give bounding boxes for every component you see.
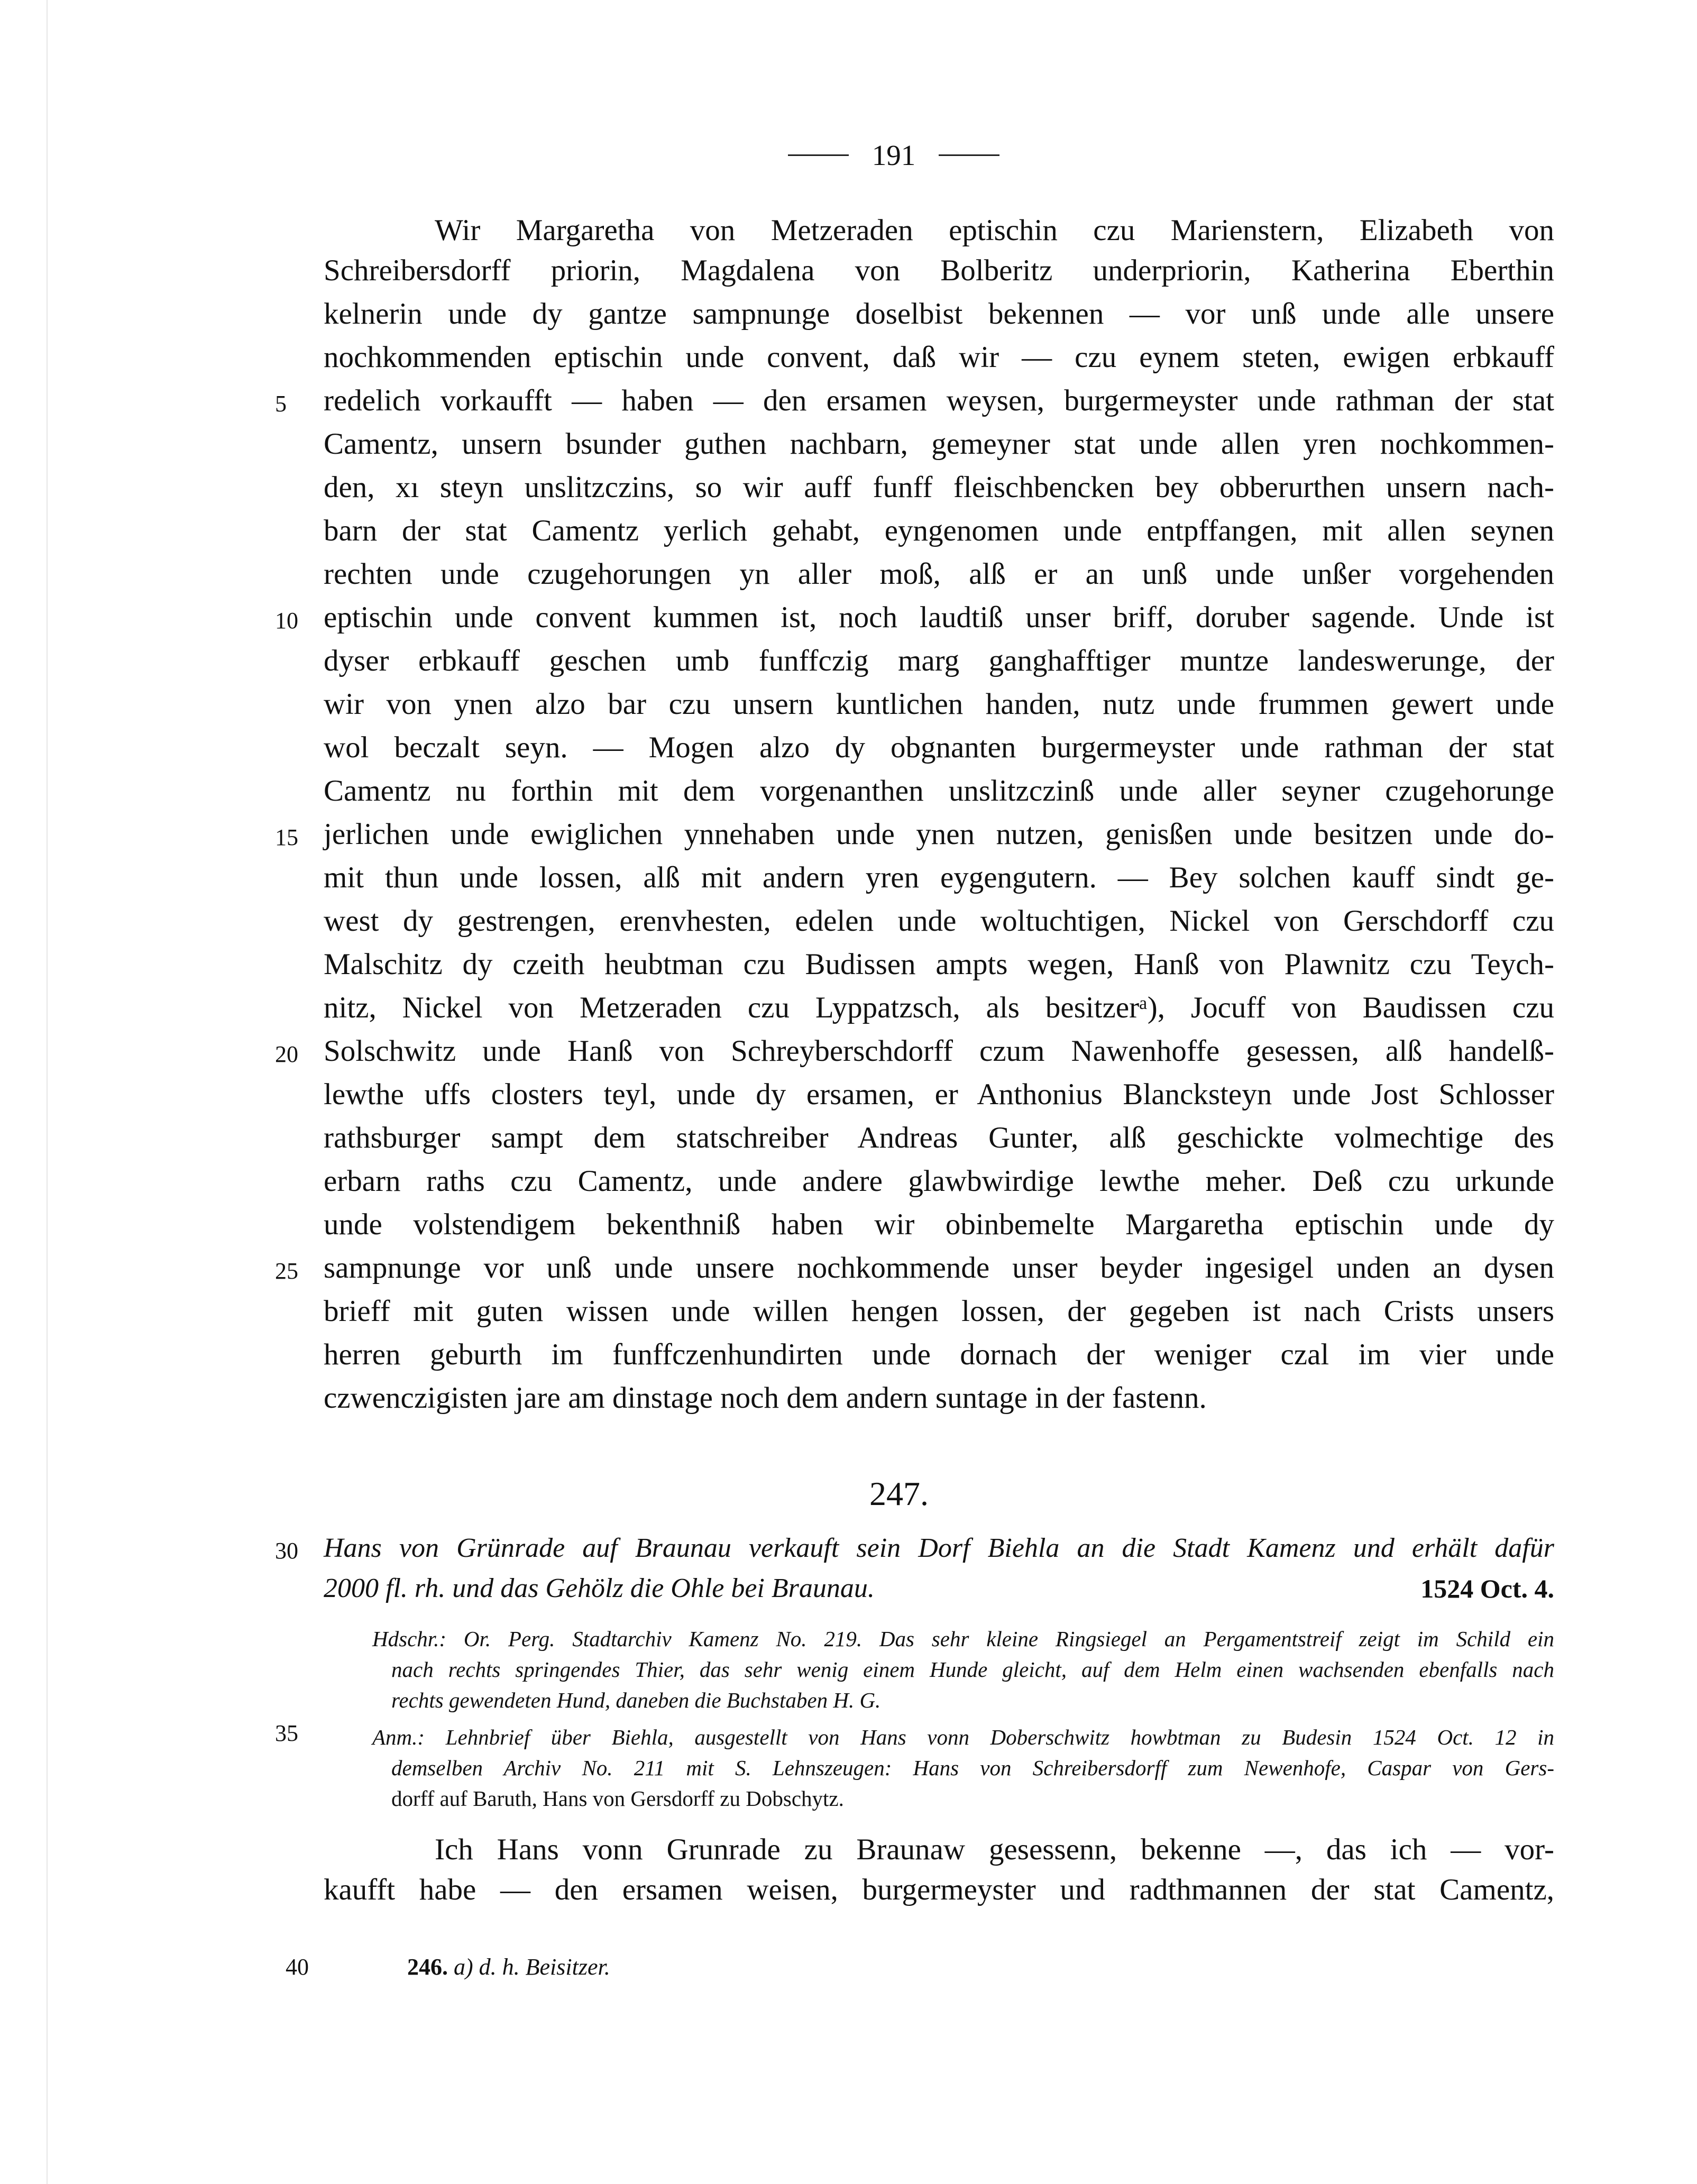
text-line: Ich Hans vonn Grunrade zu Braunaw gesessenn, bekenne —, das ich — vor-	[435, 1833, 1554, 1866]
text-line: wol beczalt seyn. — Mogen alzo dy obgnanten burgermeyster unde rathman der stat	[324, 731, 1554, 764]
header-dash-right	[939, 154, 999, 156]
line-number: 20	[275, 1041, 298, 1067]
text-line: Camentz nu forthin mit dem vorgenanthen unslitzczinß unde aller seyner czugehorunge	[324, 774, 1554, 807]
header-dash-left	[788, 154, 849, 156]
text-line: den, xı steyn unslitzczins, so wir auff funff fleischbencken bey obberurthen unsern nach-	[324, 471, 1554, 504]
text-line: rechten unde czugehorungen yn aller moß, alß er an unß unde unßer vorgehenden	[324, 557, 1554, 591]
text-line: Wir Margaretha von Metzeraden eptischin czu Marienstern, Elizabeth von	[435, 214, 1554, 247]
text-line: kaufft habe — den ersamen weisen, burgermeyster und radthmannen der stat Camentz,	[324, 1873, 1554, 1906]
footnote-text: a) d. h. Beisitzer.	[454, 1954, 610, 1980]
text-line: Camentz, unsern bsunder guthen nachbarn, gemeyner stat unde allen yren nochkommen-	[324, 427, 1554, 461]
line-number: 35	[275, 1720, 298, 1746]
note-line: nach rechts springendes Thier, das sehr wenig einem Hunde gleicht, auf dem Helm einen wachsenden ebenfalls nach	[391, 1657, 1554, 1682]
line-number: 25	[275, 1258, 298, 1284]
footnote	[407, 1951, 610, 1983]
note-line: demselben Archiv No. 211 mit S. Lehnszeugen: Hans von Schreibersdorff zum Newenhofe, Caspar von Gers-	[391, 1756, 1554, 1780]
text-line: mit thun unde lossen, alß mit andern yren eygengutern. — Bey solchen kauff sindt ge-	[324, 861, 1554, 894]
page-edge	[47, 0, 48, 2184]
text-line: unde volstendigem bekenthniß haben wir obinbemelte Margaretha eptischin unde dy	[324, 1208, 1554, 1241]
text-line: Malschitz dy czeith heubtman czu Budissen ampts wegen, Hanß von Plawnitz czu Teych-	[324, 948, 1554, 981]
line-number: 10	[275, 608, 298, 634]
text-line: herren geburth im funffczenhundirten unde dornach der weniger czal im vier unde	[324, 1338, 1554, 1371]
document-date: 1524 Oct. 4.	[1420, 1574, 1554, 1603]
text-line: czwenczigisten jare am dinstage noch dem andern suntage in der fastenn.	[324, 1381, 1207, 1415]
line-number: 15	[275, 824, 298, 850]
page-number: 191	[872, 139, 916, 171]
line-number: 5	[275, 391, 287, 417]
text-line: rathsburger sampt dem statschreiber Andreas Gunter, alß geschickte volmechtige des	[324, 1121, 1554, 1154]
text-line: wir von ynen alzo bar czu unsern kuntlichen handen, nutz unde frummen gewert unde	[324, 687, 1554, 721]
text-line: lewthe uffs closters teyl, unde dy ersamen, er Anthonius Blancksteyn unde Jost Schlosser	[324, 1078, 1554, 1111]
note-line: rechts gewendeten Hund, daneben die Buchstaben H. G.	[391, 1688, 881, 1712]
text-line: nitz, Nickel von Metzeraden czu Lyppatzsch, als besitzerᵃ), Jocuff von Baudissen czu	[324, 991, 1554, 1024]
note-line: dorff auf Baruth, Hans von Gersdorff zu Dobschytz.	[391, 1786, 844, 1811]
text-line: redelich vorkaufft — haben — den ersamen weysen, burgermeyster unde rathman der stat	[324, 384, 1554, 417]
note-line: Anm.: Lehnbrief über Biehla, ausgestellt von Hans vonn Doberschwitz howbtman zu Budesin 1524 Oct. 12 in	[372, 1725, 1554, 1749]
text-line: kelnerin unde dy gantze sampnunge doselbist bekennen — vor unß unde alle unsere	[324, 297, 1554, 331]
section-summary-line: 2000 fl. rh. und das Gehölz die Ohle bei Braunau.	[324, 1573, 875, 1603]
text-line: eptischin unde convent kummen ist, noch laudtiß unser briff, doruber sagende. Unde ist	[324, 601, 1554, 634]
footnote-ref: 246.	[407, 1954, 448, 1980]
line-number: 40	[286, 1954, 309, 1980]
text-line: nochkommenden eptischin unde convent, daß wir — czu eynem steten, ewigen erbkauff	[324, 341, 1554, 374]
text-line: brieff mit guten wissen unde willen hengen lossen, der gegeben ist nach Crists unsers	[324, 1295, 1554, 1328]
line-number: 30	[275, 1538, 298, 1564]
page-header	[783, 136, 1005, 173]
text-line: erbarn raths czu Camentz, unde andere glawbwirdige lewthe meher. Deß czu urkunde	[324, 1164, 1554, 1198]
section-summary-line: Hans von Grünrade auf Braunau verkauft sein Dorf Biehla an die Stadt Kamenz und erhält dafür	[324, 1533, 1554, 1563]
text-line: Solschwitz unde Hanß von Schreyberschdorff czum Nawenhoffe gesessen, alß handelß-	[324, 1034, 1554, 1068]
text-line: Schreibersdorff priorin, Magdalena von Bolberitz underpriorin, Katherina Eberthin	[324, 254, 1554, 287]
text-line: sampnunge vor unß unde unsere nochkommende unser beyder ingesigel unden an dysen	[324, 1251, 1554, 1284]
text-line: jerlichen unde ewiglichen ynnehaben unde ynen nutzen, genisßen unde besitzen unde do-	[324, 818, 1554, 851]
text-line: dyser erbkauff geschen umb funffczig marg ganghafftiger muntze landeswerunge, der	[324, 644, 1554, 677]
section-number: 247.	[869, 1475, 929, 1512]
text-line: west dy gestrengen, erenvhesten, edelen unde woltuchtigen, Nickel von Gerschdorff czu	[324, 904, 1554, 938]
text-line: barn der stat Camentz yerlich gehabt, eyngenomen unde entpffangen, mit allen seynen	[324, 514, 1554, 547]
note-line: Hdschr.: Or. Perg. Stadtarchiv Kamenz No. 219. Das sehr kleine Ringsiegel an Pergamentstreif zeigt im Schild ein	[372, 1627, 1554, 1651]
